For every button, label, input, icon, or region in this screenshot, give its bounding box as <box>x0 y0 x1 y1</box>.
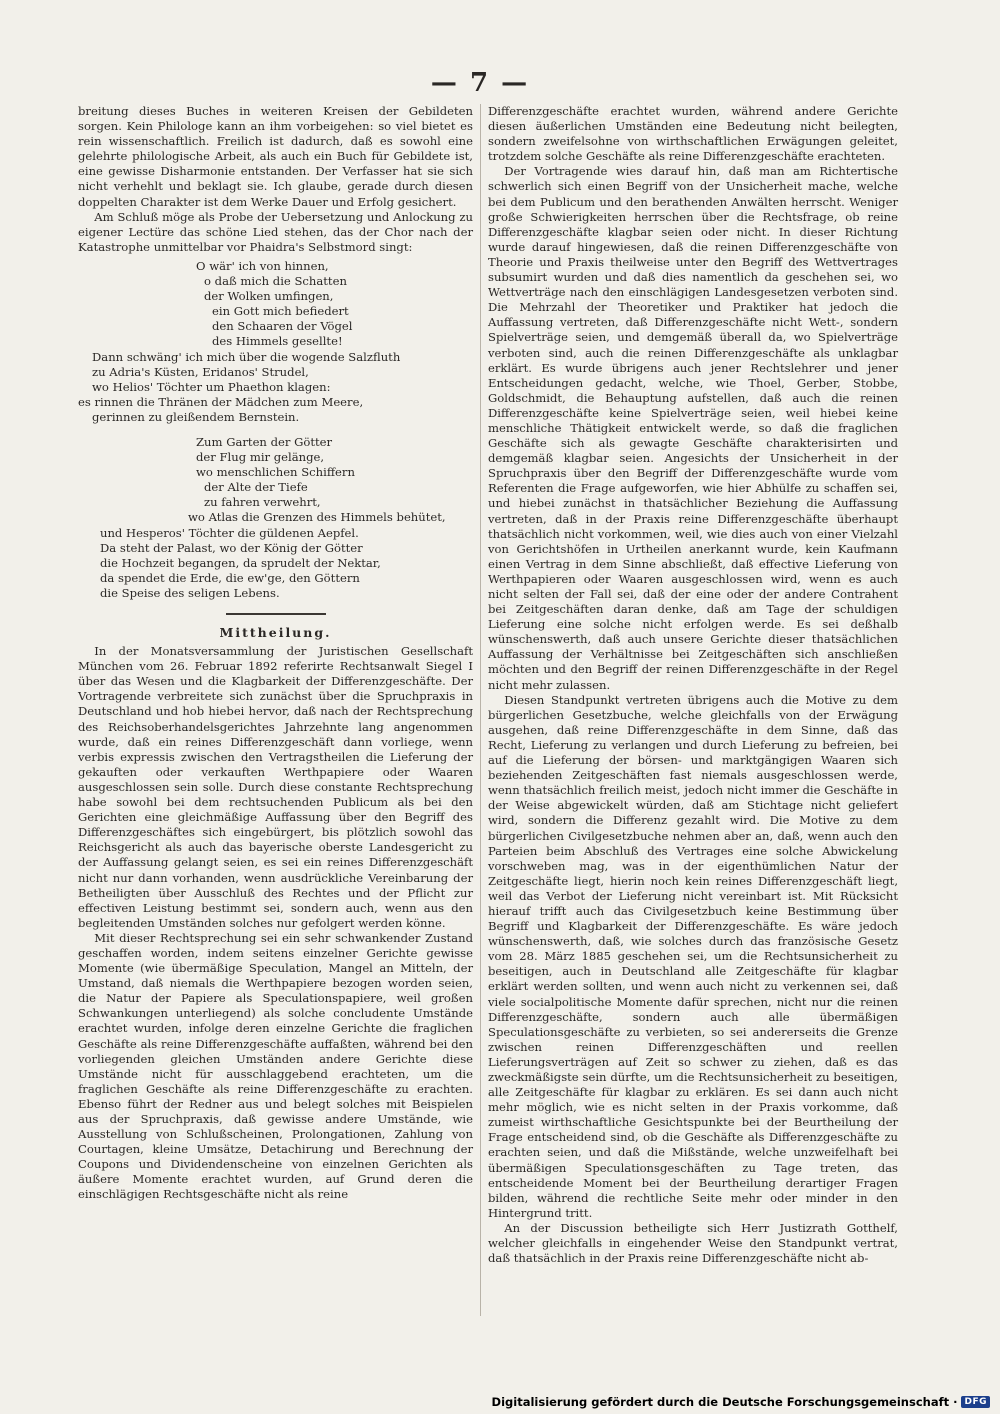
poem-line: der Flug mir gelänge, <box>196 450 325 465</box>
left-paragraph-1: breitung dieses Buches in weiteren Kreisen der Gebildeten sorgen. Kein Philologe kann an ihm vorbeigehen: so viel bietet es rein wissenschaftlich. Freilich ist dadurch, daß es sowohl eine gelehrte philologische Arbeit, als auch ein Buch für Gebildete ist, eine gewisse Disharmonie entstanden. Der Verfasser hat sie sich nicht verhehlt und beklagt sie. Ich glaube, gerade durch diesen doppelten Charakter ist dem Werke Dauer und Erfolg gesichert. <box>78 104 473 209</box>
poem-line: Zum Garten der Götter <box>196 434 333 449</box>
poem-line: Dann schwäng' ich mich über die wogende Salzfluth <box>92 349 401 364</box>
poem-line: es rinnen die Thränen der Mädchen zum Meere, <box>78 394 364 409</box>
poem-stanza-1 <box>78 259 473 425</box>
left-column <box>78 104 473 1203</box>
poem-line: ein Gott mich befiedert <box>212 304 349 319</box>
section-heading: Mittheilung. <box>219 625 332 640</box>
poem-line: des Himmels gesellte! <box>212 334 343 349</box>
poem-stanza-2 <box>78 435 473 601</box>
poem-line: o daß mich die Schatten <box>204 274 347 289</box>
poem-line: der Alte der Tiefe <box>204 480 308 495</box>
right-paragraph-2: Der Vortragende wies darauf hin, daß man am Richtertische schwerlich sich einen Begriff von der Unsicherheit mache, welche bei dem Publicum und den berathenden Anwälten herrscht. Weniger große Schwierigkeiten herrschen über die Rechtsfrage, ob reine Differenzgeschäfte klagbar seien oder nicht. In dieser Richtung wurde darauf hingewiesen, daß die reinen Differenzgeschäfte von Theorie und Praxis theilweise unter den Begriff des Wettvertrages subsumirt wurden und daß dies namentlich da geschehen sei, wo Wettverträge nach den einschlägigen Landesgesetzen verboten sind. Die Mehrzahl der Theoretiker und Praktiker hat jedoch die Auffassung vertreten, daß Differenzgeschäfte nicht Wett-, sondern Spielverträge seien, und demgemäß überall da, wo Spielverträge verboten sind, auch die reinen Differenzgeschäfte als unklagbar erklärt. Es wurde übrigens auch jener Rechtslehrer und jener Entscheidungen gedacht, welche, wie Thoel, Gerber, Stobbe, Goldschmidt, die Behauptung aufstellen, daß auch die reinen Differenzgeschäfte keine Spielverträge seien, weil hiebei keine menschliche Thätigkeit entwickelt werde, so daß die fraglichen Geschäfte sich als gewagte Geschäfte charakterisirten und demgemäß klagbar seien. Angesichts der Unsicherheit in der Spruchpraxis über den Begriff der Differenzgeschäfte wurde vom Referenten die Frage aufgeworfen, wie hier Abhülfe zu schaffen sei, und hiebei zunächst in thatsächlicher Beziehung die Auffassung vertreten, daß in der Praxis reine Differenzgeschäfte überhaupt thatsächlich nicht vorkommen, weil, wie dies auch von einer Vielzahl von Gerichtshöfen in Urtheilen anerkannt wurde, kein Kaufmann einen Vertrag in dem Sinne abschließt, daß effective Lieferung von Werthpapieren oder Waaren ausgeschlossen wird, wenn es auch nicht selten der Fall sei, daß der eine oder der andere Contrahent bei Zeitgeschäften daran denke, daß am Tage der schuldigen Lieferung eine solche nicht erfolgen werde. Es sei deßhalb wünschenswerth, daß auch unsere Gerichte dieser thatsächlichen Auffassung der Verhältnisse bei Zeitgeschäften sich anschließen möchten und den Begriff der reinen Differenzgeschäfte in der Regel nicht mehr zulassen. <box>488 164 898 692</box>
poem-line: und Hesperos' Töchter die güldenen Aepfel. <box>100 525 359 540</box>
column-divider <box>480 104 481 1316</box>
right-paragraph-4: An der Discussion betheiligte sich Herr Justizrath Gotthelf, welcher gleichfalls in eingehender Weise den Standpunkt vertrat, daß thatsächlich in der Praxis reine Differenzgeschäfte nicht ab- <box>488 1220 898 1266</box>
poem-line: gerinnen zu gleißendem Bernstein. <box>92 409 300 424</box>
poem-line: zu fahren verwehrt, <box>204 495 321 510</box>
credit-text: Digitalisierung gefördert durch die Deutsche Forschungsgemeinschaft · <box>491 1395 958 1409</box>
poem-line: O wär' ich von hinnen, <box>196 258 329 273</box>
poem-line: der Wolken umfingen, <box>204 289 334 304</box>
poem-line: Da steht der Palast, wo der König der Götter <box>100 540 363 555</box>
left-paragraph-3: In der Monatsversammlung der Juristischen Gesellschaft München vom 26. Februar 1892 referirte Rechtsanwalt Siegel I über das Wesen und die Klagbarkeit der Differenzgeschäfte. Der Vortragende verbreitete sich zunächst über die Spruchpraxis in Deutschland und hob hiebei hervor, daß nach der Rechtsprechung des Reichsoberhandelsgerichtes Jahrzehnte lang angenommen wurde, daß ein reines Differenzgeschäft dann vorliege, wenn verbis expressis zwischen den Vertragstheilen die Lieferung der gekauften oder verkauften Werthpapiere oder Waaren ausgeschlossen sein solle. Durch diese constante Rechtsprechung habe sowohl bei dem rechtsuchenden Publicum als bei den Gerichten eine gleichmäßige Auffassung über den Begriff des Differenzgeschäftes sich eingebürgert, bis plötzlich sowohl das Reichsgericht als auch das bayerische oberste Landesgericht zu der Auffassung gelangt seien, es sei ein reines Differenzgeschäft nicht nur dann vorhanden, wenn ausdrückliche Vereinbarung der Betheiligten über Ausschluß des Rechtes und der Pflicht zur effectiven Leistung bestimmt sei, sondern auch, wenn aus den begleitenden Umständen solches nur gefolgert werden könne. <box>78 644 473 930</box>
poem-line: den Schaaren der Vögel <box>212 319 353 334</box>
left-paragraph-2: Am Schluß möge als Probe der Uebersetzung und Anlockung zu eigener Lectüre das schöne Lied stehen, das der Chor nach der Katastrophe unmittelbar vor Phaidra's Selbstmord singt: <box>78 209 473 254</box>
right-paragraph-3: Diesen Standpunkt vertreten übrigens auch die Motive zu dem bürgerlichen Gesetzbuche, welche gleichfalls von der Erwägung ausgehen, daß reine Differenzgeschäfte in dem Sinne, daß das Recht, Lieferung zu verlangen und durch Lieferung zu befreien, bei auf die Lieferung der börsen- und marktgängigen Waaren sich beziehenden Zeitgeschäften fast niemals ausgeschlossen werde, wenn thatsächlich freilich meist, jedoch nicht immer die Geschäfte in der Weise abgewickelt würden, daß am Stichtage nicht geliefert wird, sondern die Differenz gezahlt wird. Die Motive zu dem bürgerlichen Civilgesetzbuche nehmen aber an, daß, wenn auch den Parteien beim Abschluß des Vertrages eine solche Abwickelung vorschweben mag, was in der eigenthümlichen Natur der Zeitgeschäfte liegt, hierin noch kein reines Differenzgeschäft liegt, weil das Verbot der Lieferung nicht vereinbart ist. Mit Rücksicht hierauf trifft auch das Civilgesetzbuch keine Bestimmung über Begriff und Klagbarkeit der Differenzgeschäfte. Es wäre jedoch wünschenswerth, daß, wie solches durch das französische Gesetz vom 28. März 1885 geschehen sei, um die Rechtsunsicherheit zu beseitigen, auch in Deutschland alle Zeitgeschäfte für klagbar erklärt werden sollten, und wenn auch nicht zu verkennen sei, daß viele socialpolitische Momente dafür sprechen, nicht nur die reinen Differenzgeschäfte, sondern auch alle übermäßigen Speculationsgeschäfte zu verbieten, so sei andererseits die Grenze zwischen reinen Differenzgeschäften und reellen Lieferungsverträgen auf Zeit so schwer zu ziehen, daß es das zweckmäßigste sein dürfte, um die Rechtsunsicherheit zu beseitigen, alle Zeitgeschäfte für klagbar zu erklären. Es sei dann auch nicht mehr möglich, wie es nicht selten in der Praxis vorkomme, daß zumeist wirthschaftliche Gesichtspunkte bei der Beurtheilung der Frage entscheidend sind, ob die Geschäfte als Differenzgeschäfte zu erachten seien, und daß die Mißstände, welche unzweifelhaft bei übermäßigen Speculationsgeschäften zu Tage treten, das entscheidende Moment bei der Beurtheilung derartiger Fragen bilden, während die rechtliche Seite mehr oder minder in den Hintergrund tritt. <box>488 692 898 1220</box>
poem-line: wo menschlichen Schiffern <box>196 465 355 480</box>
poem-line: zu Adria's Küsten, Eridanos' Strudel, <box>92 364 309 379</box>
right-paragraph-1: Differenzgeschäfte erachtet wurden, während andere Gerichte diesen äußerlichen Umständen eine Bedeutung nicht beilegten, sondern zweifelsohne von wirthschaftlichen Erwägungen geleitet, trotzdem solche Geschäfte als reine Differenzgeschäfte erachteten. <box>488 104 898 164</box>
dfg-logo-icon: DFG <box>961 1396 990 1408</box>
poem-line: wo Helios' Töchter um Phaethon klagen: <box>92 379 331 394</box>
left-paragraph-4: Mit dieser Rechtsprechung sei ein sehr schwankender Zustand geschaffen worden, indem seitens einzelner Gerichte gewisse Momente (wie übermäßige Speculation, Mangel an Mitteln, der Umstand, daß niemals die Werthpapiere bezogen worden seien, die Natur der Papiere als Speculationspapiere, weil großen Schwankungen unterliegend) als solche concludente Umstände erachtet wurden, infolge deren einzelne Gerichte die fraglichen Geschäfte als reine Differenzgeschäfte auffaßten, während bei den vorliegenden gleichen Umständen andere Gerichte diese Umstände nicht für ausschlaggebend erachteten, um die fraglichen Geschäfte als reine Differenzgeschäfte zu erachten. Ebenso führt der Redner aus und belegt solches mit Beispielen aus der Spruchpraxis, daß gewisse andere Umstände, wie Ausstellung von Schlußscheinen, Prolongationen, Zahlung von Courtagen, kleine Umsätze, Detachirung und Berechnung der Coupons und Dividendenscheine von einzelnen Gerichten als äußere Momente erachtet wurden, auf Grund deren die einschlägigen Rechtsgeschäfte nicht als reine <box>78 930 473 1202</box>
poem-line: die Speise des seligen Lebens. <box>100 585 280 600</box>
right-column <box>488 104 898 1266</box>
page-number: — 7 — <box>430 68 530 98</box>
poem-line: wo Atlas die Grenzen des Himmels behütet, <box>188 510 446 525</box>
poem-line: da spendet die Erde, die ew'ge, den Göttern <box>100 570 360 585</box>
section-divider <box>226 613 326 615</box>
poem-line: die Hochzeit begangen, da sprudelt der Nektar, <box>100 555 381 570</box>
digitization-credit <box>492 1395 990 1409</box>
